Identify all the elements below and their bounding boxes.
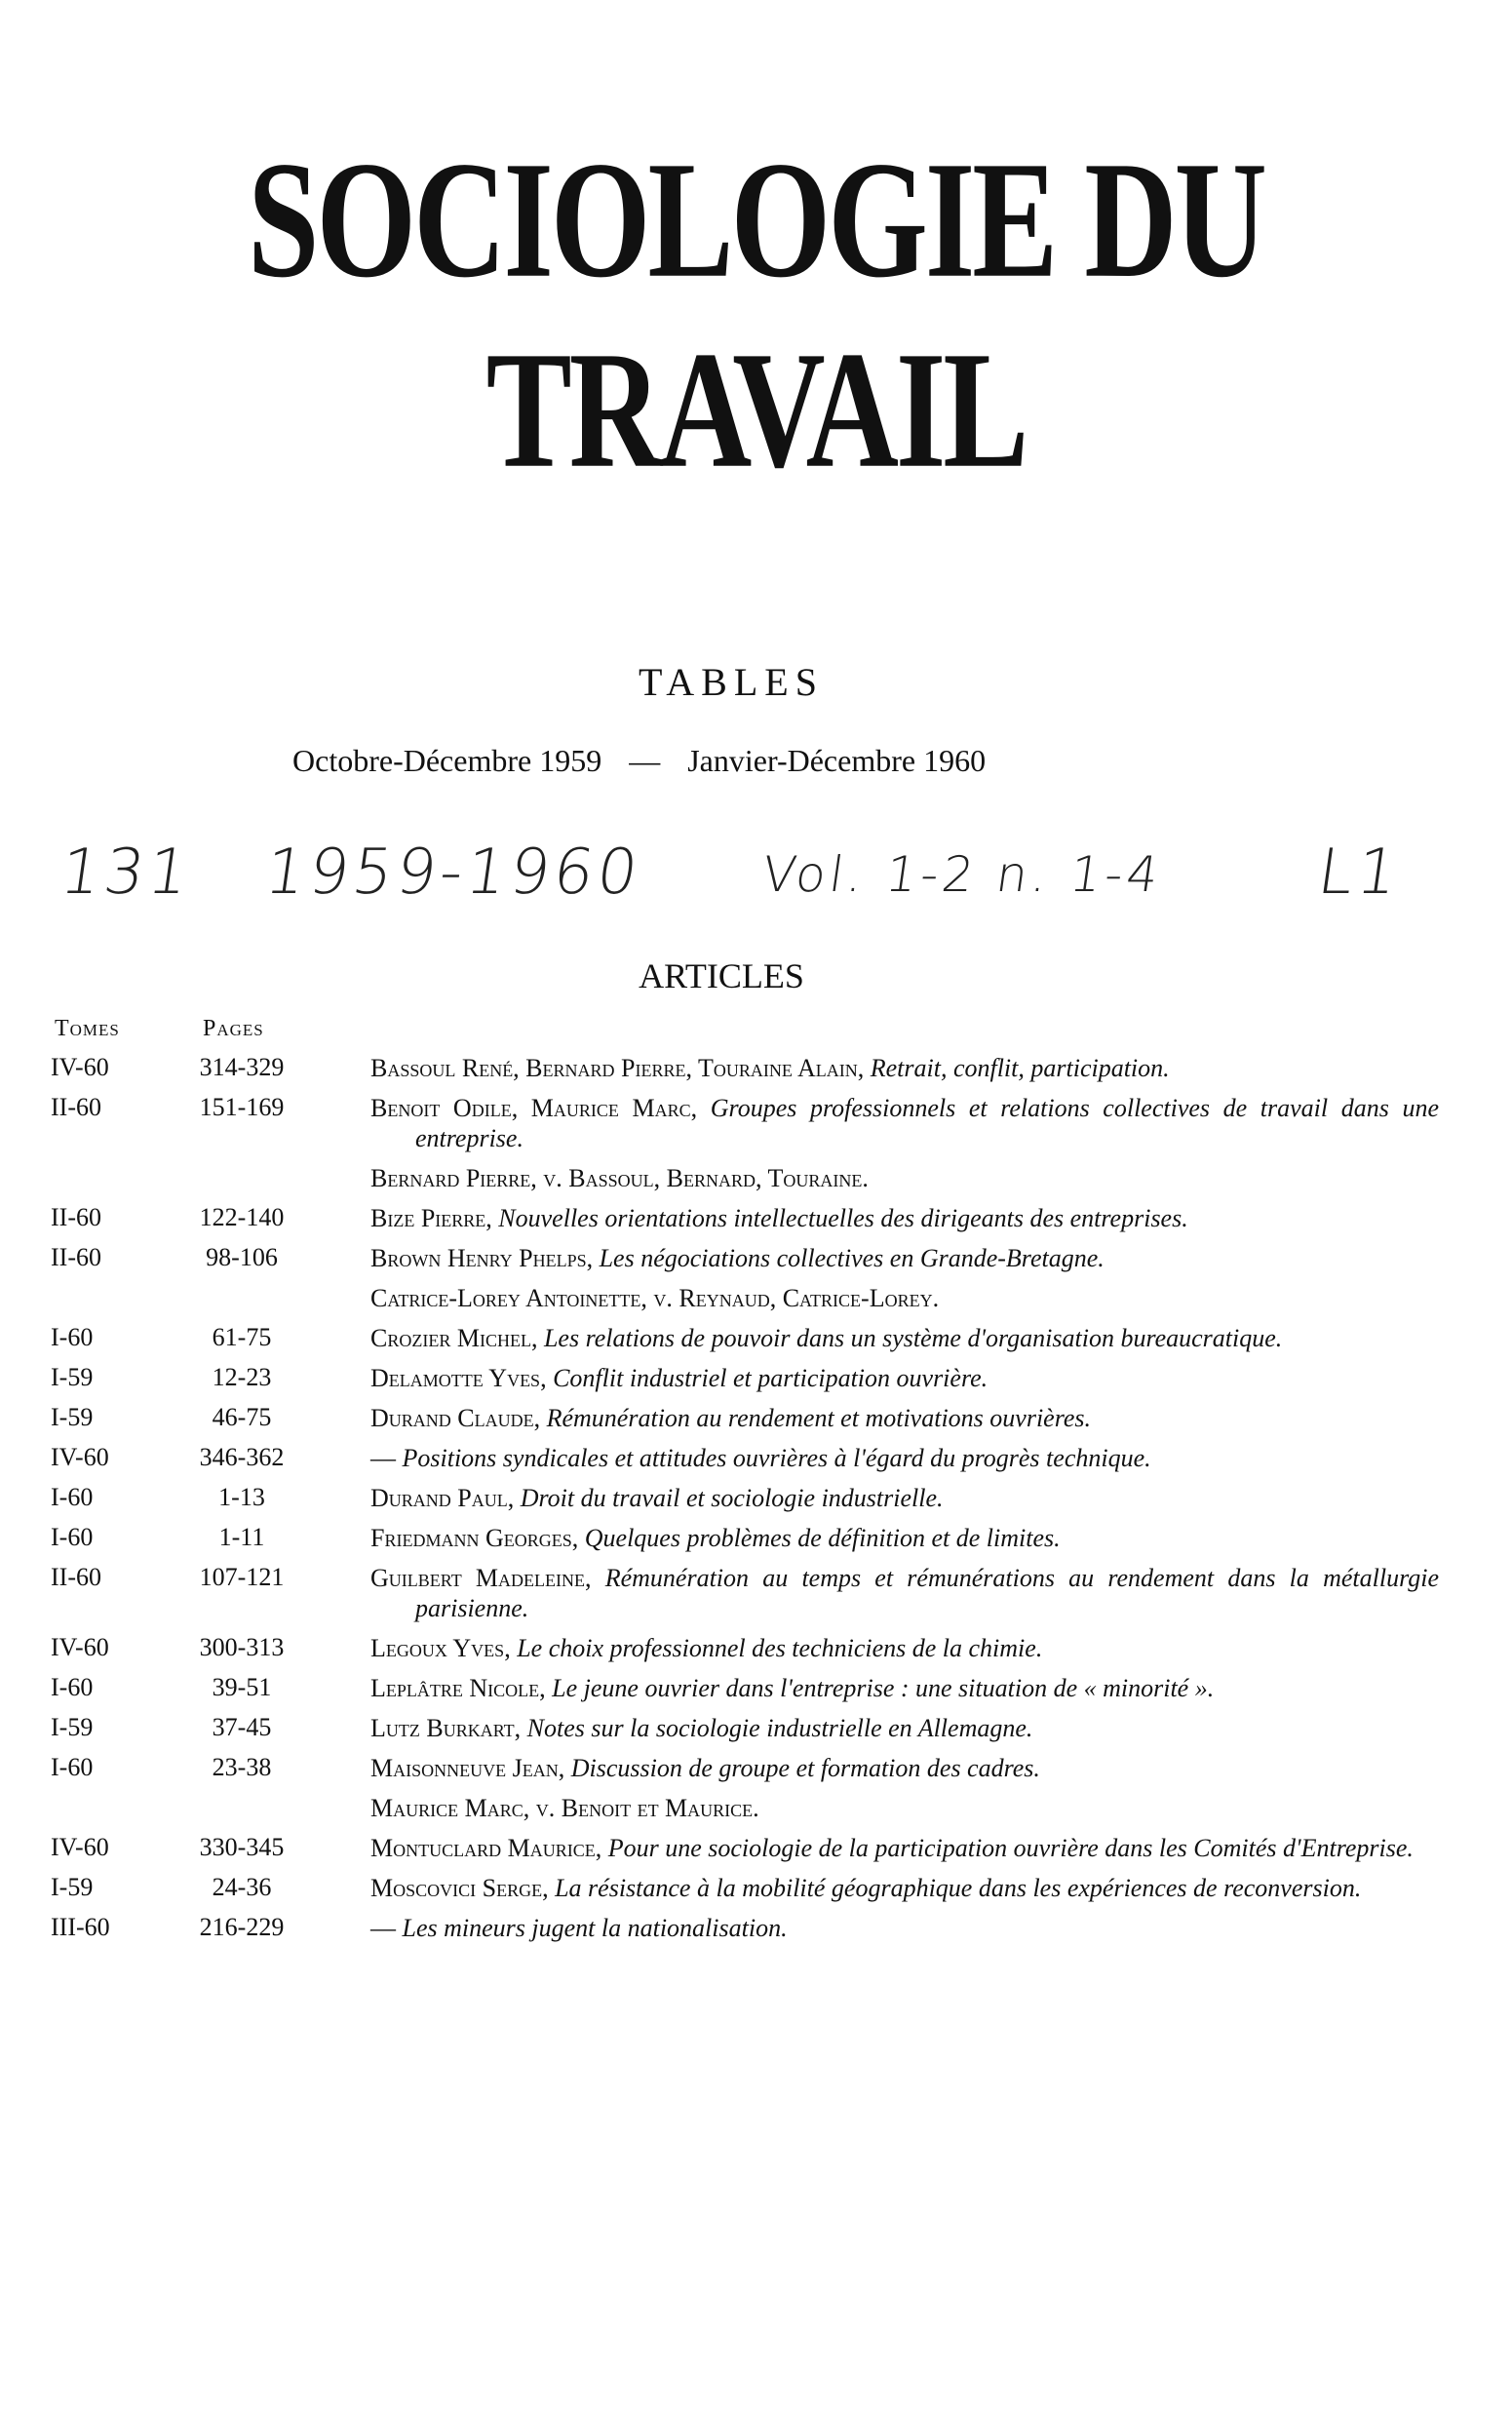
article-entry bbox=[0, 1323, 1512, 1353]
entry-title: Les mineurs jugent la nationalisation. bbox=[402, 1914, 788, 1942]
entry-pages: 122-140 bbox=[199, 1203, 285, 1231]
entry-tome: II-60 bbox=[51, 1093, 101, 1121]
entry-tome: I-59 bbox=[51, 1363, 94, 1391]
entry-author: Catrice-Lorey Antoinette, v. Reynaud, Catrice-Lorey. bbox=[370, 1284, 940, 1312]
entry-author: — bbox=[370, 1914, 396, 1942]
entry-pages: 12-23 bbox=[212, 1363, 272, 1391]
article-entry bbox=[0, 1793, 1512, 1823]
entry-pages: 24-36 bbox=[212, 1873, 272, 1901]
entry-text bbox=[370, 1753, 1439, 1783]
article-entry bbox=[0, 1403, 1512, 1433]
entry-text bbox=[370, 1793, 1439, 1823]
entry-text bbox=[370, 1203, 1439, 1233]
entry-pages: 300-313 bbox=[199, 1633, 285, 1661]
entry-author: Crozier Michel, bbox=[370, 1324, 538, 1352]
entry-text bbox=[370, 1443, 1439, 1473]
column-header-pages: Pages bbox=[203, 1016, 264, 1041]
article-entry bbox=[0, 1833, 1512, 1863]
article-entry bbox=[0, 1673, 1512, 1703]
entry-tome: I-60 bbox=[51, 1753, 94, 1781]
entry-title: Groupes professionnels et relations collectives de travail dans une entreprise. bbox=[415, 1094, 1439, 1152]
date-range-separator: — bbox=[629, 743, 661, 778]
entry-tome: I-59 bbox=[51, 1713, 94, 1741]
article-entry bbox=[0, 1443, 1512, 1473]
article-entry bbox=[0, 1283, 1512, 1313]
entry-text bbox=[370, 1523, 1439, 1553]
entry-tome: II-60 bbox=[51, 1203, 101, 1231]
entry-text bbox=[370, 1913, 1439, 1943]
entry-title: Discussion de groupe et formation des cadres. bbox=[570, 1754, 1040, 1782]
entry-title: Nouvelles orientations intellectuelles des dirigeants des entreprises. bbox=[498, 1204, 1188, 1232]
journal-title: SOCIOLOGIE DU TRAVAIL bbox=[248, 126, 1264, 503]
entry-pages: 23-38 bbox=[212, 1753, 272, 1781]
entry-author: Legoux Yves, bbox=[370, 1634, 511, 1662]
articles-heading: ARTICLES bbox=[639, 956, 804, 995]
entry-title: Le jeune ouvrier dans l'entreprise : une situation de « minorité ». bbox=[552, 1674, 1215, 1702]
entry-pages: 46-75 bbox=[212, 1403, 272, 1431]
articles-list bbox=[0, 1053, 1512, 1953]
entry-tome: I-60 bbox=[51, 1523, 94, 1551]
entry-text bbox=[370, 1633, 1439, 1663]
article-entry bbox=[0, 1873, 1512, 1903]
entry-author: Delamotte Yves, bbox=[370, 1364, 547, 1392]
tables-heading: TABLES bbox=[639, 660, 824, 704]
article-entry bbox=[0, 1243, 1512, 1273]
entry-tome: IV-60 bbox=[51, 1633, 109, 1661]
entry-text bbox=[370, 1403, 1439, 1433]
entry-tome: I-59 bbox=[51, 1403, 94, 1431]
entry-text bbox=[370, 1053, 1439, 1083]
entry-author: Montuclard Maurice, bbox=[370, 1834, 602, 1862]
entry-text bbox=[370, 1483, 1439, 1513]
entry-tome: IV-60 bbox=[51, 1443, 109, 1471]
entry-tome: I-60 bbox=[51, 1483, 94, 1511]
entry-title: Positions syndicales et attitudes ouvrières à l'égard du progrès technique. bbox=[402, 1444, 1151, 1472]
entry-author: Durand Paul, bbox=[370, 1484, 515, 1512]
handwritten-shelf-number: 131 bbox=[56, 837, 197, 909]
entry-tome: IV-60 bbox=[51, 1053, 109, 1081]
entry-tome: II-60 bbox=[51, 1243, 101, 1271]
entry-pages: 39-51 bbox=[212, 1673, 272, 1701]
entry-text bbox=[370, 1673, 1439, 1703]
article-entry bbox=[0, 1163, 1512, 1193]
entry-author: Benoit Odile, Maurice Marc, bbox=[370, 1094, 698, 1122]
entry-title: Droit du travail et sociologie industrielle. bbox=[520, 1484, 944, 1512]
entry-pages: 346-362 bbox=[199, 1443, 285, 1471]
entry-title: La résistance à la mobilité géographique dans les expériences de reconversion. bbox=[555, 1874, 1362, 1902]
handwritten-volume: Vol. 1-2 n. 1-4 bbox=[758, 846, 1166, 903]
article-entry bbox=[0, 1093, 1512, 1153]
handwritten-location: L1 bbox=[1313, 837, 1407, 909]
entry-pages: 1-13 bbox=[218, 1483, 265, 1511]
entry-title: Rémunération au temps et rémunérations au rendement dans la métallurgie parisienne. bbox=[415, 1564, 1440, 1622]
article-entry bbox=[0, 1053, 1512, 1083]
column-header-tomes: Tomes bbox=[55, 1016, 120, 1041]
entry-pages: 1-11 bbox=[218, 1523, 265, 1551]
entry-text bbox=[370, 1323, 1439, 1353]
entry-author: Guilbert Madeleine, bbox=[370, 1564, 592, 1592]
article-entry bbox=[0, 1753, 1512, 1783]
article-entry bbox=[0, 1563, 1512, 1623]
entry-text bbox=[370, 1243, 1439, 1273]
entry-pages: 61-75 bbox=[212, 1323, 272, 1351]
handwritten-years: 1959-1960 bbox=[260, 837, 646, 909]
entry-tome: I-60 bbox=[51, 1323, 94, 1351]
entry-title: Quelques problèmes de définition et de limites. bbox=[584, 1524, 1061, 1552]
entry-title: Notes sur la sociologie industrielle en Allemagne. bbox=[526, 1714, 1033, 1742]
entry-author: Bassoul René, Bernard Pierre, Touraine Alain, bbox=[370, 1054, 865, 1082]
article-entry bbox=[0, 1913, 1512, 1943]
entry-title: Pour une sociologie de la participation ouvrière dans les Comités d'Entreprise. bbox=[607, 1834, 1414, 1862]
date-range-start: Octobre-Décembre 1959 bbox=[292, 743, 602, 778]
entry-title: Conflit industriel et participation ouvrière. bbox=[553, 1364, 989, 1392]
entry-tome: I-59 bbox=[51, 1873, 94, 1901]
entry-pages: 330-345 bbox=[199, 1833, 285, 1861]
entry-pages: 37-45 bbox=[212, 1713, 272, 1741]
entry-pages: 216-229 bbox=[199, 1913, 285, 1941]
entry-title: Retrait, conflit, participation. bbox=[870, 1054, 1170, 1082]
entry-author: Lutz Burkart, bbox=[370, 1714, 522, 1742]
entry-author: Friedmann Georges, bbox=[370, 1524, 579, 1552]
entry-text bbox=[370, 1563, 1439, 1623]
entry-tome: III-60 bbox=[51, 1913, 110, 1941]
entry-author: Maurice Marc, v. Benoit et Maurice. bbox=[370, 1794, 759, 1822]
article-entry bbox=[0, 1203, 1512, 1233]
entry-author: Bize Pierre, bbox=[370, 1204, 492, 1232]
entry-text bbox=[370, 1093, 1439, 1153]
entry-text bbox=[370, 1363, 1439, 1393]
handwritten-annotation bbox=[51, 837, 1469, 944]
article-entry bbox=[0, 1523, 1512, 1553]
entry-title: Les négociations collectives en Grande-Bretagne. bbox=[599, 1244, 1105, 1272]
entry-text bbox=[370, 1713, 1439, 1743]
article-entry bbox=[0, 1483, 1512, 1513]
entry-title: Les relations de pouvoir dans un système d'organisation bureaucratique. bbox=[543, 1324, 1283, 1352]
entry-pages: 314-329 bbox=[199, 1053, 285, 1081]
entry-author: Brown Henry Phelps, bbox=[370, 1244, 594, 1272]
entry-author: Bernard Pierre, v. Bassoul, Bernard, Touraine. bbox=[370, 1164, 869, 1192]
article-entry bbox=[0, 1363, 1512, 1393]
article-entry bbox=[0, 1713, 1512, 1743]
entry-text bbox=[370, 1283, 1439, 1313]
entry-pages: 98-106 bbox=[206, 1243, 278, 1271]
date-range bbox=[292, 743, 1170, 779]
entry-author: Leplâtre Nicole, bbox=[370, 1674, 546, 1702]
entry-author: Maisonneuve Jean, bbox=[370, 1754, 565, 1782]
entry-text bbox=[370, 1833, 1439, 1863]
entry-author: Durand Claude, bbox=[370, 1404, 541, 1432]
article-entry bbox=[0, 1633, 1512, 1663]
entry-tome: I-60 bbox=[51, 1673, 94, 1701]
entry-tome: IV-60 bbox=[51, 1833, 109, 1861]
entry-author: Moscovici Serge, bbox=[370, 1874, 549, 1902]
entry-title: Le choix professionnel des techniciens de la chimie. bbox=[517, 1634, 1043, 1662]
entry-pages: 107-121 bbox=[199, 1563, 285, 1591]
entry-text bbox=[370, 1873, 1439, 1903]
entry-author: — bbox=[370, 1444, 396, 1472]
entry-pages: 151-169 bbox=[199, 1093, 285, 1121]
entry-tome: II-60 bbox=[51, 1563, 101, 1591]
date-range-end: Janvier-Décembre 1960 bbox=[687, 743, 987, 778]
entry-title: Rémunération au rendement et motivations ouvrières. bbox=[546, 1404, 1092, 1432]
entry-text bbox=[370, 1163, 1439, 1193]
